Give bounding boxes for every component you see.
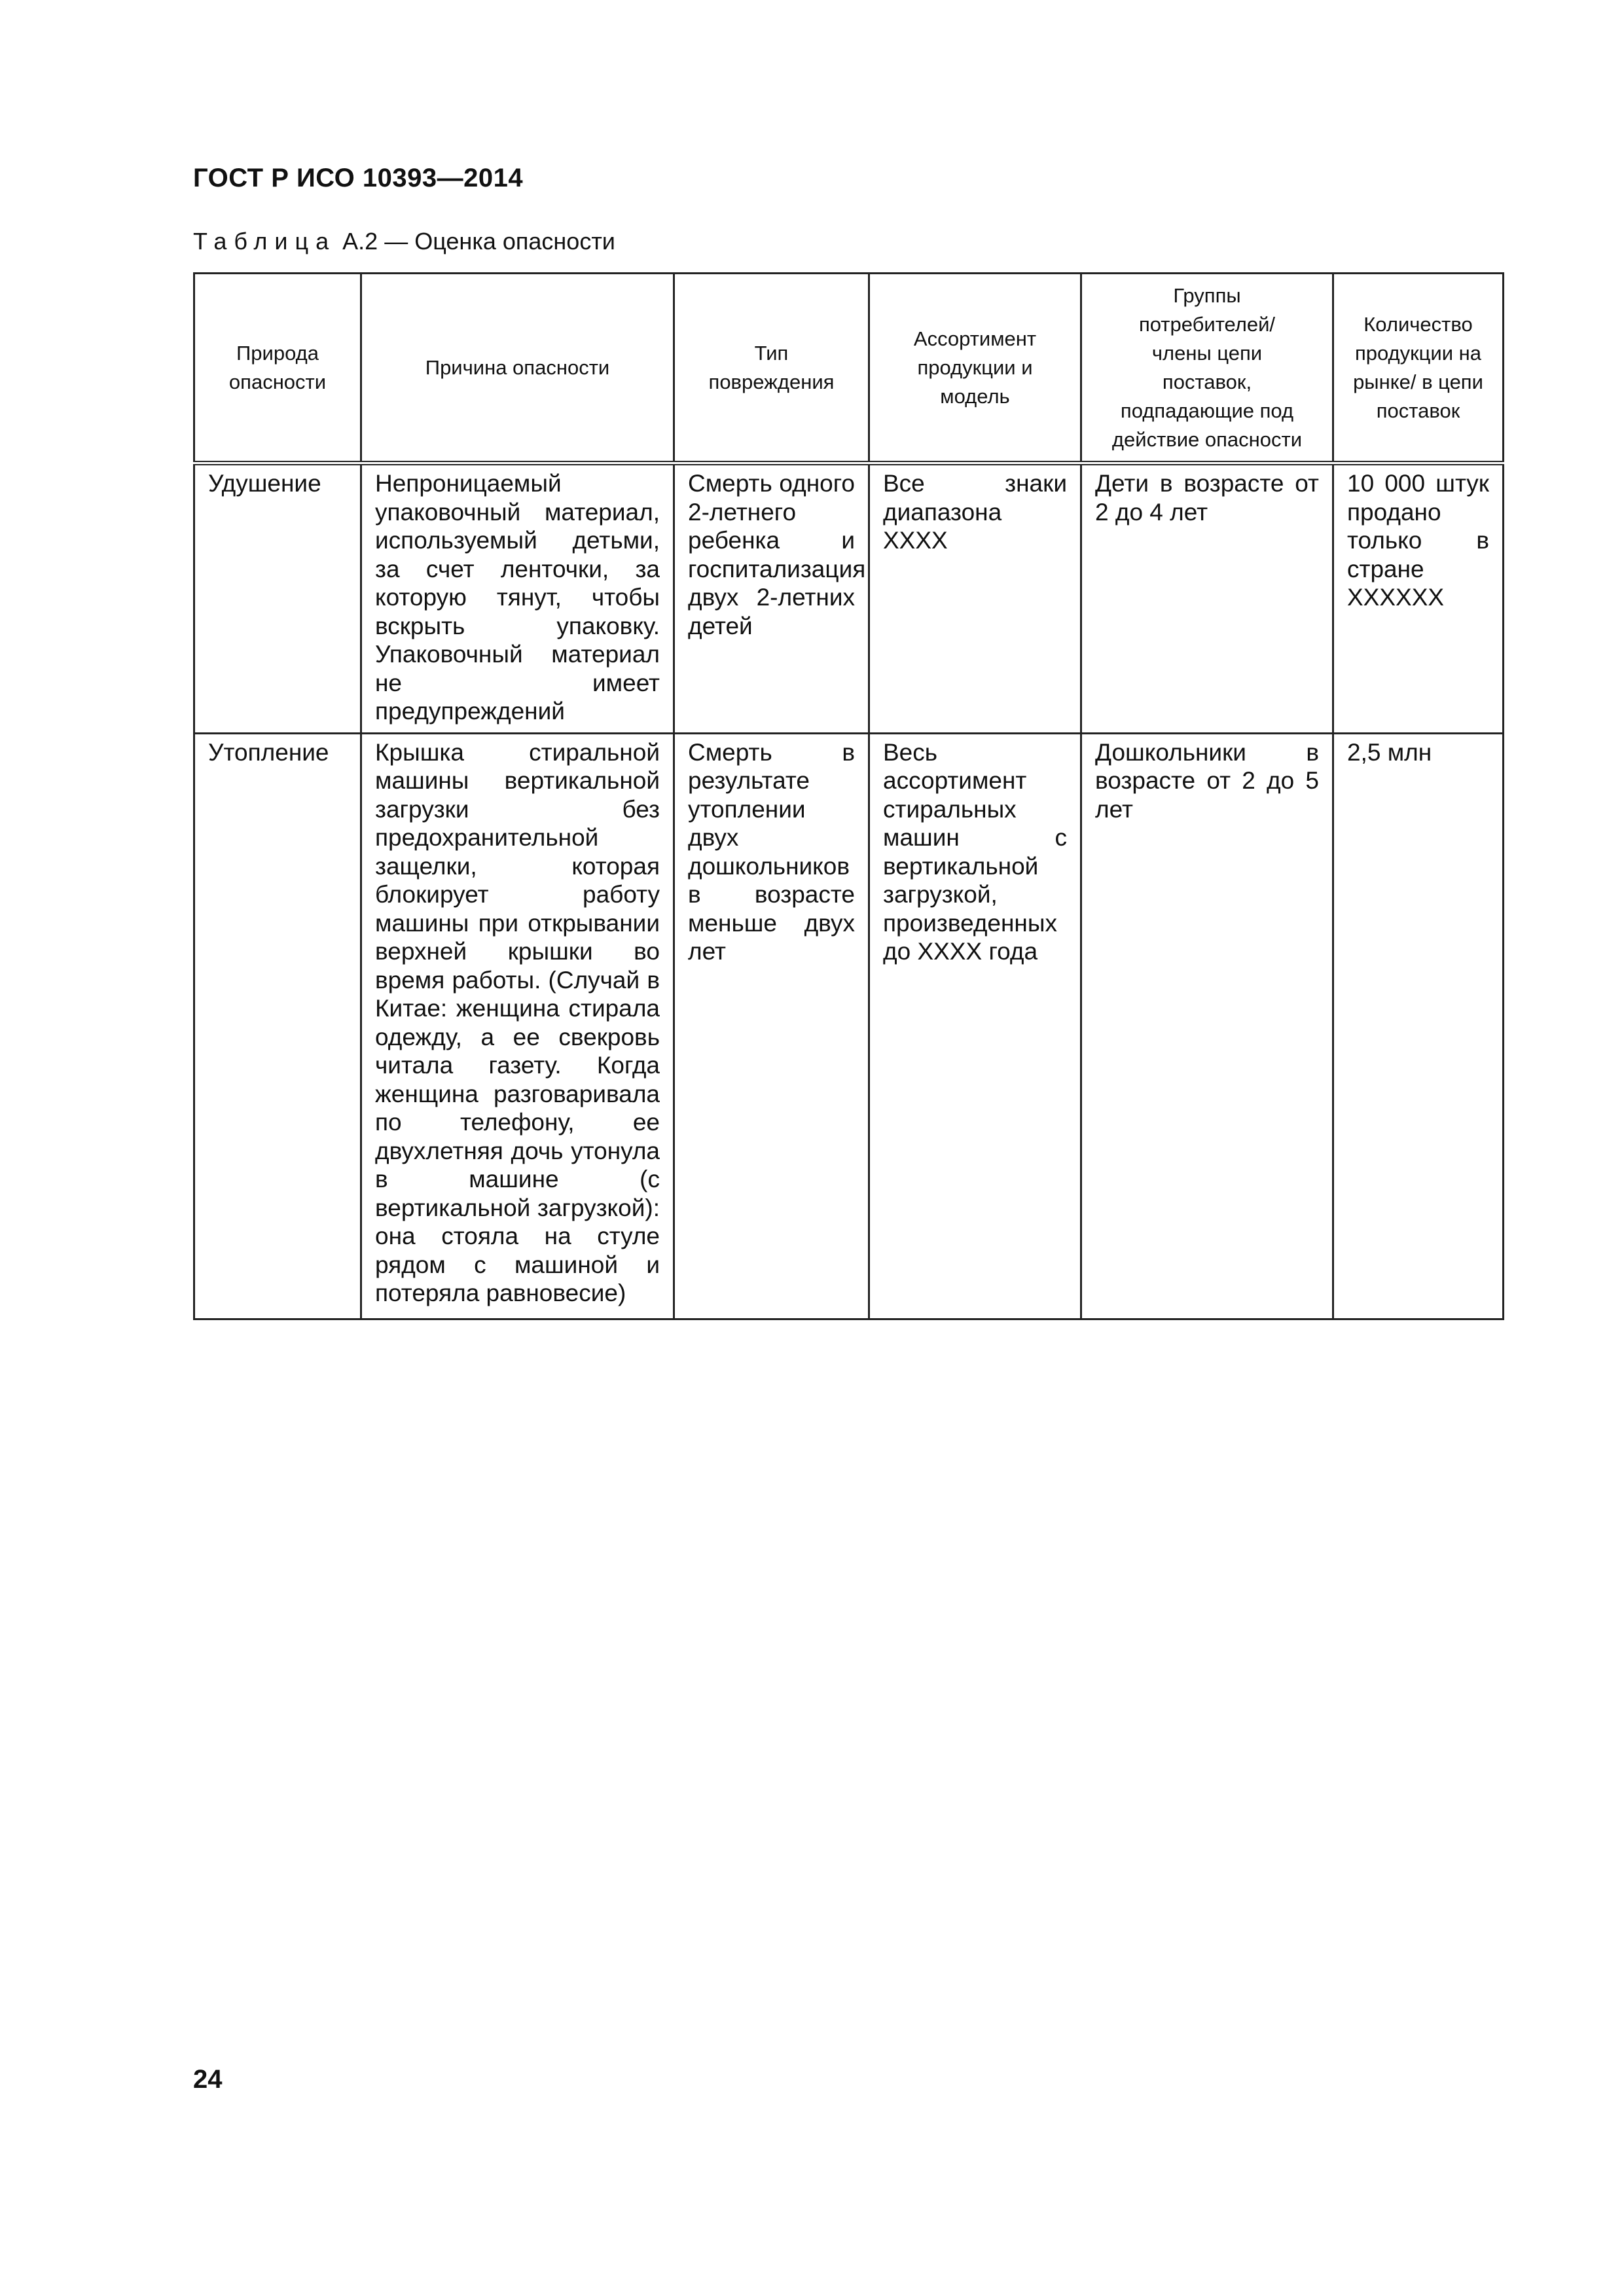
table-row (194, 733, 1504, 1319)
header-hazard-cause: Причина опасности (361, 274, 674, 463)
cell-market-quantity: 2,5 млн (1333, 733, 1504, 1319)
cell-hazard-cause: Крышка стиральной машины вертикальной загрузки без предохранительной защелки, которая блокирует работу машины при открывании верхней крышки во время работы. (Случай в Китае: женщина стирала одежду, а ее свекровь читала газету. Когда женщина разговаривала по телефону, ее двухлетняя дочь утонула в машине (с вертикальной загрузкой): она стояла на стуле рядом с машиной и потеряла равновесие) (361, 733, 674, 1319)
table-header-row (194, 274, 1504, 463)
header-product-range: Ассортимент продукции и модель (869, 274, 1081, 463)
table-caption-prefix: Таблица (193, 228, 336, 255)
cell-injury-type: Смерть одного 2-летнего ребенка и госпитализация двух 2-летних детей (674, 463, 869, 734)
cell-market-quantity: 10 000 штук продано только в стране XXXXXX (1333, 463, 1504, 734)
cell-product-range: Весь ассортимент стиральных машин с вертикальной загрузкой, произведенных до XXXX года (869, 733, 1081, 1319)
cell-injury-type: Смерть в результате утоплении двух дошкольников в возрасте меньше двух лет (674, 733, 869, 1319)
table-caption-title: А.2 — Оценка опасности (336, 228, 615, 255)
cell-hazard-nature: Удушение (194, 463, 361, 734)
cell-hazard-nature: Утопление (194, 733, 361, 1319)
page-number: 24 (193, 2065, 223, 2094)
table-row (194, 463, 1504, 734)
hazard-assessment-table (193, 272, 1504, 1320)
document-header: ГОСТ Р ИСО 10393—2014 (193, 164, 524, 192)
table-caption (193, 228, 615, 255)
header-market-quantity: Количество продукции на рынке/ в цепи поставок (1333, 274, 1504, 463)
cell-product-range: Все знаки диапазона XXXX (869, 463, 1081, 734)
header-injury-type: Тип повреждения (674, 274, 869, 463)
cell-hazard-cause: Непроницаемый упаковочный материал, используемый детьми, за счет ленточки, за которую тянут, чтобы вскрыть упаковку. Упаковочный материал не имеет предупреждений (361, 463, 674, 734)
cell-consumer-groups: Дети в возрасте от 2 до 4 лет (1081, 463, 1333, 734)
header-hazard-nature: Природа опасности (194, 274, 361, 463)
cell-consumer-groups: Дошкольники в возрасте от 2 до 5 лет (1081, 733, 1333, 1319)
header-consumer-groups: Группы потребителей/ члены цепи поставок, подпадающие под действие опасности (1081, 274, 1333, 463)
